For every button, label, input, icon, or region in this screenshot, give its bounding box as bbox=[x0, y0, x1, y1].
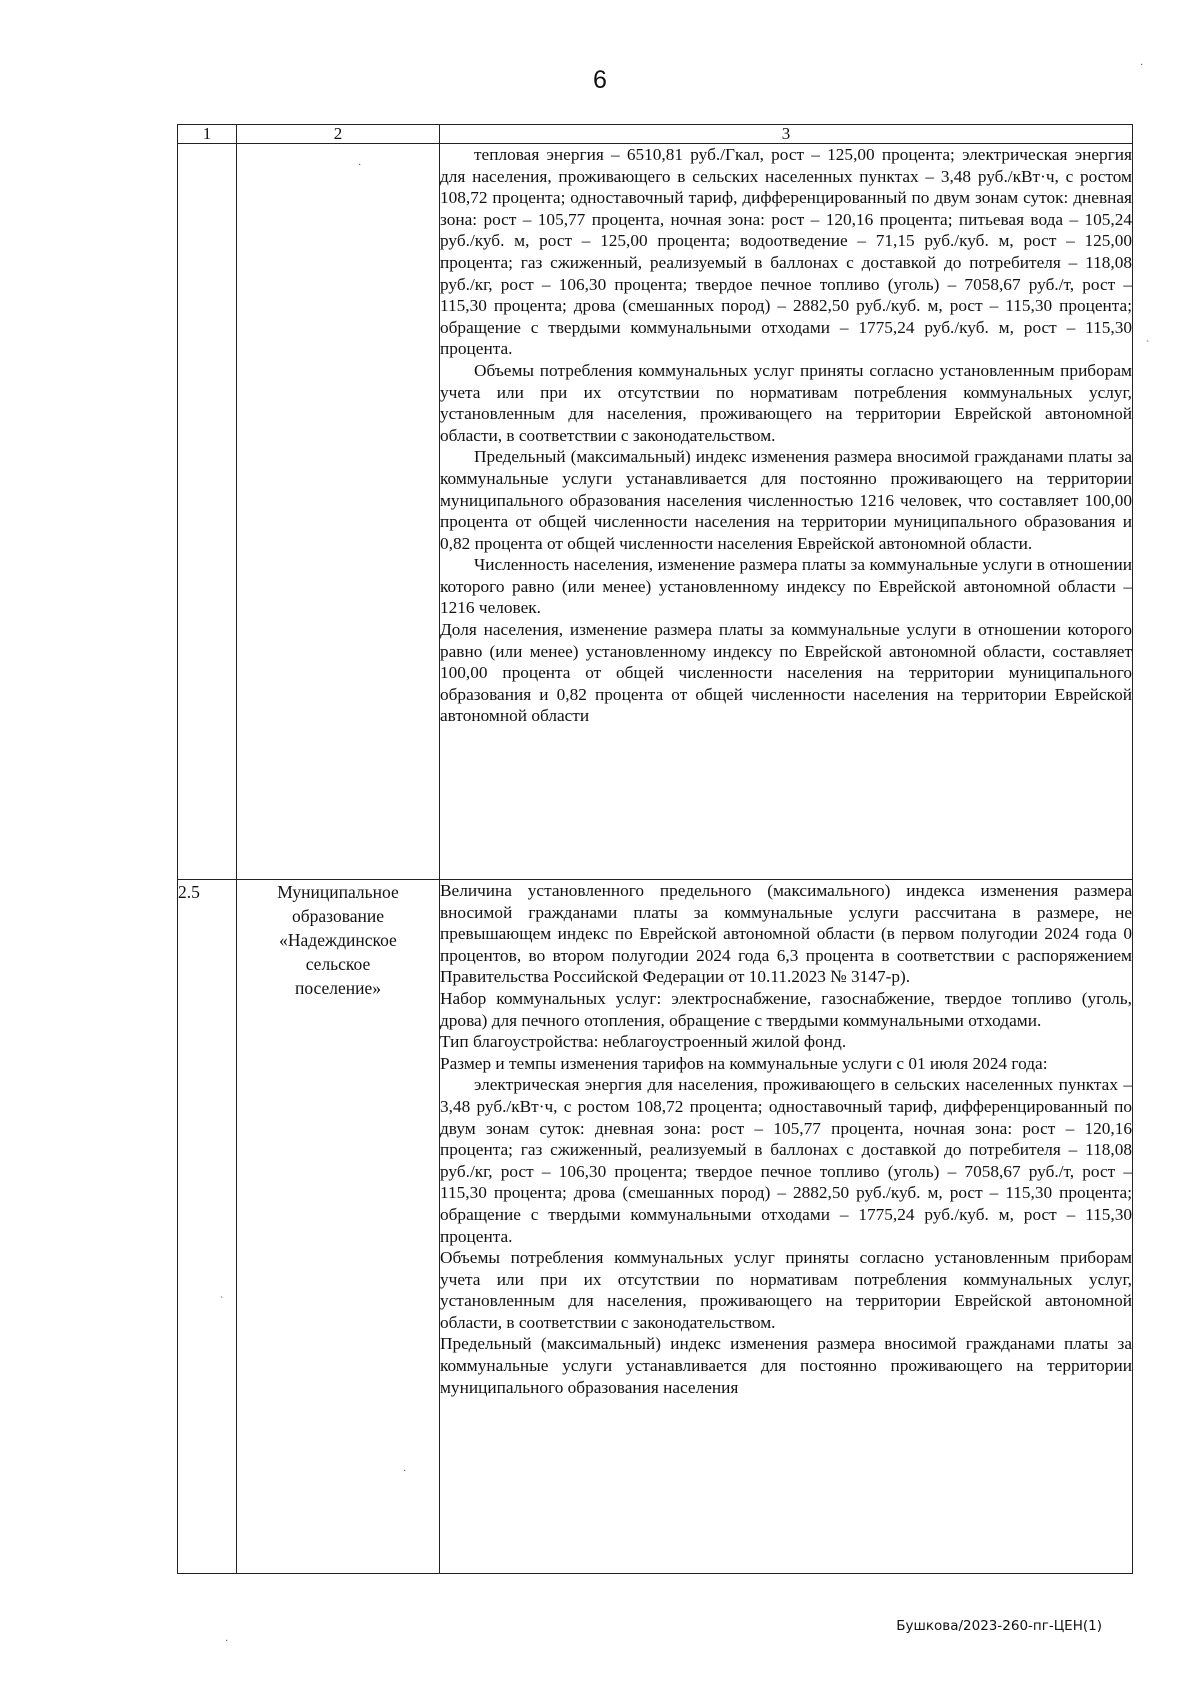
scan-speck: ` bbox=[1146, 340, 1150, 351]
municipality-line: Муниципальное bbox=[277, 882, 399, 902]
cell-number-empty bbox=[178, 144, 237, 880]
paragraph: Численность населения, изменение размера платы за коммунальные услуги в отношении которого равно (или менее) установленному индексу по Еврейской автономной области – 1216 человек. bbox=[440, 555, 1132, 618]
paragraph: Набор коммунальных услуг: электроснабжение, газоснабжение, твердое топливо (уголь, дрова) для печного отопления, обращение с твердыми коммунальными отходами. bbox=[440, 988, 1132, 1030]
paragraph: Размер и темпы изменения тарифов на коммунальные услуги с 01 июля 2024 года: bbox=[440, 1053, 1048, 1073]
paragraph: тепловая энергия – 6510,81 руб./Гкал, рост – 125,00 процента; электрическая энергия для населения, проживающего в сельских населенных пунктах – 3,48 руб./кВт·ч, с ростом 108,72 процента; одноставочный тариф, дифференцированный по двум зонам суток: дневная зона: рост – 105,77 процента, ночная зона: рост – 120,16 процента; питьевая вода – 105,24 руб./куб. м, рост – 125,00 процента; водоотведение – 71,15 руб./куб. м, рост – 125,00 процента; газ сжиженный, реализуемый в баллонах с доставкой до потребителя – 118,08 руб./кг, рост – 106,30 процента; твердое печное топливо (уголь) – 7058,67 руб./т, рост – 115,30 процента; дрова (смешанных пород) – 2882,50 руб./куб. м, рост – 115,30 процента; обращение с твердыми коммунальными отходами – 1775,24 руб./куб. м, рост – 115,30 процента. bbox=[440, 145, 1132, 359]
scan-speck: · bbox=[225, 1636, 229, 1647]
cell-description-2-5 bbox=[440, 880, 1133, 1574]
row-number: 2.5 bbox=[178, 880, 237, 1574]
scan-speck: ` bbox=[220, 1296, 224, 1307]
paragraph: Объемы потребления коммунальных услуг приняты согласно установленным приборам учета или при их отсутствии по нормативам потребления коммунальных услуг, установленным для населения, проживающего на территории Еврейской автономной области, в соответствии с законодательством. bbox=[440, 1248, 1132, 1332]
scan-speck: · bbox=[1140, 60, 1144, 71]
municipality-line: сельское bbox=[305, 954, 371, 974]
municipality-line: образование bbox=[291, 906, 385, 926]
paragraph: Тип благоустройства: неблагоустроенный жилой фонд. bbox=[440, 1032, 847, 1052]
table-row-2-5 bbox=[178, 880, 1133, 1574]
tariff-table bbox=[177, 124, 1133, 1574]
cell-description-continuation bbox=[440, 144, 1133, 880]
header-col-1: 1 bbox=[178, 125, 237, 144]
table-header-row bbox=[178, 125, 1133, 144]
paragraph: электрическая энергия для населения, проживающего в сельских населенных пунктах – 3,48 руб./кВт·ч, с ростом 108,72 процента; одноставочный тариф, дифференцированный по двум зонам суток: дневная зона: рост – 105,77 процента, ночная зона: рост – 120,16 процента; газ сжиженный, реализуемый в баллонах с доставкой до потребителя – 118,08 руб./кг, рост – 106,30 процента; твердое печное топливо (уголь) – 7058,67 руб./т, рост – 115,30 процента; дрова (смешанных пород) – 2882,50 руб./куб. м, рост – 115,30 процента; обращение с твердыми коммунальными отходами – 1775,24 руб./куб. м, рост – 115,30 процента. bbox=[440, 1075, 1132, 1246]
paragraph: Величина установленного предельного (максимального) индекса изменения размера вносимой гражданами платы за коммунальные услуги рассчитана в размере, не превышающем индекс по Еврейской автономной области (в первом полугодии 2024 года 0 процентов, во втором полугодии 2024 года 6,3 процента в соответствии с распоряжением Правительства Российской Федерации от 10.11.2023 № 3147-р). bbox=[440, 881, 1132, 987]
paragraph: Предельный (максимальный) индекс изменения размера вносимой гражданами платы за коммунальные услуги устанавливается для постоянно проживающего на территории муниципального образования населения bbox=[440, 1334, 1132, 1397]
page-number: 6 bbox=[593, 66, 607, 94]
document-footer-code: Бушкова/2023-260-пг-ЦЕН(1) bbox=[896, 1618, 1102, 1634]
municipality-line: поселение» bbox=[294, 978, 382, 998]
municipality-name bbox=[237, 880, 440, 1574]
scan-speck: · bbox=[358, 160, 362, 171]
header-col-2: 2 bbox=[237, 125, 440, 144]
paragraph: Предельный (максимальный) индекс изменения размера вносимой гражданами платы за коммунальные услуги устанавливается для постоянно проживающего на территории муниципального образования населения численностью 1216 человек, что составляет 100,00 процента от общей численности населения на территории муниципального образования и 0,82 процента от общей численности населения Еврейской автономной области. bbox=[440, 447, 1132, 553]
header-col-3: 3 bbox=[440, 125, 1133, 144]
municipality-line: «Надеждинское bbox=[279, 930, 397, 950]
scan-speck: · bbox=[403, 1466, 407, 1477]
paragraph: Объемы потребления коммунальных услуг приняты согласно установленным приборам учета или при их отсутствии по нормативам потребления коммунальных услуг, установленным для населения, проживающего на территории Еврейской автономной области, в соответствии с законодательством. bbox=[440, 360, 1132, 445]
table-row-continuation bbox=[178, 144, 1133, 880]
cell-municipality-empty bbox=[237, 144, 440, 880]
paragraph: Доля населения, изменение размера платы за коммунальные услуги в отношении которого равно (или менее) установленному индексу по Еврейской автономной области, составляет 100,00 процента от общей численности населения на территории муниципального образования и 0,82 процента от общей численности населения на территории Еврейской автономной области bbox=[440, 620, 1132, 726]
